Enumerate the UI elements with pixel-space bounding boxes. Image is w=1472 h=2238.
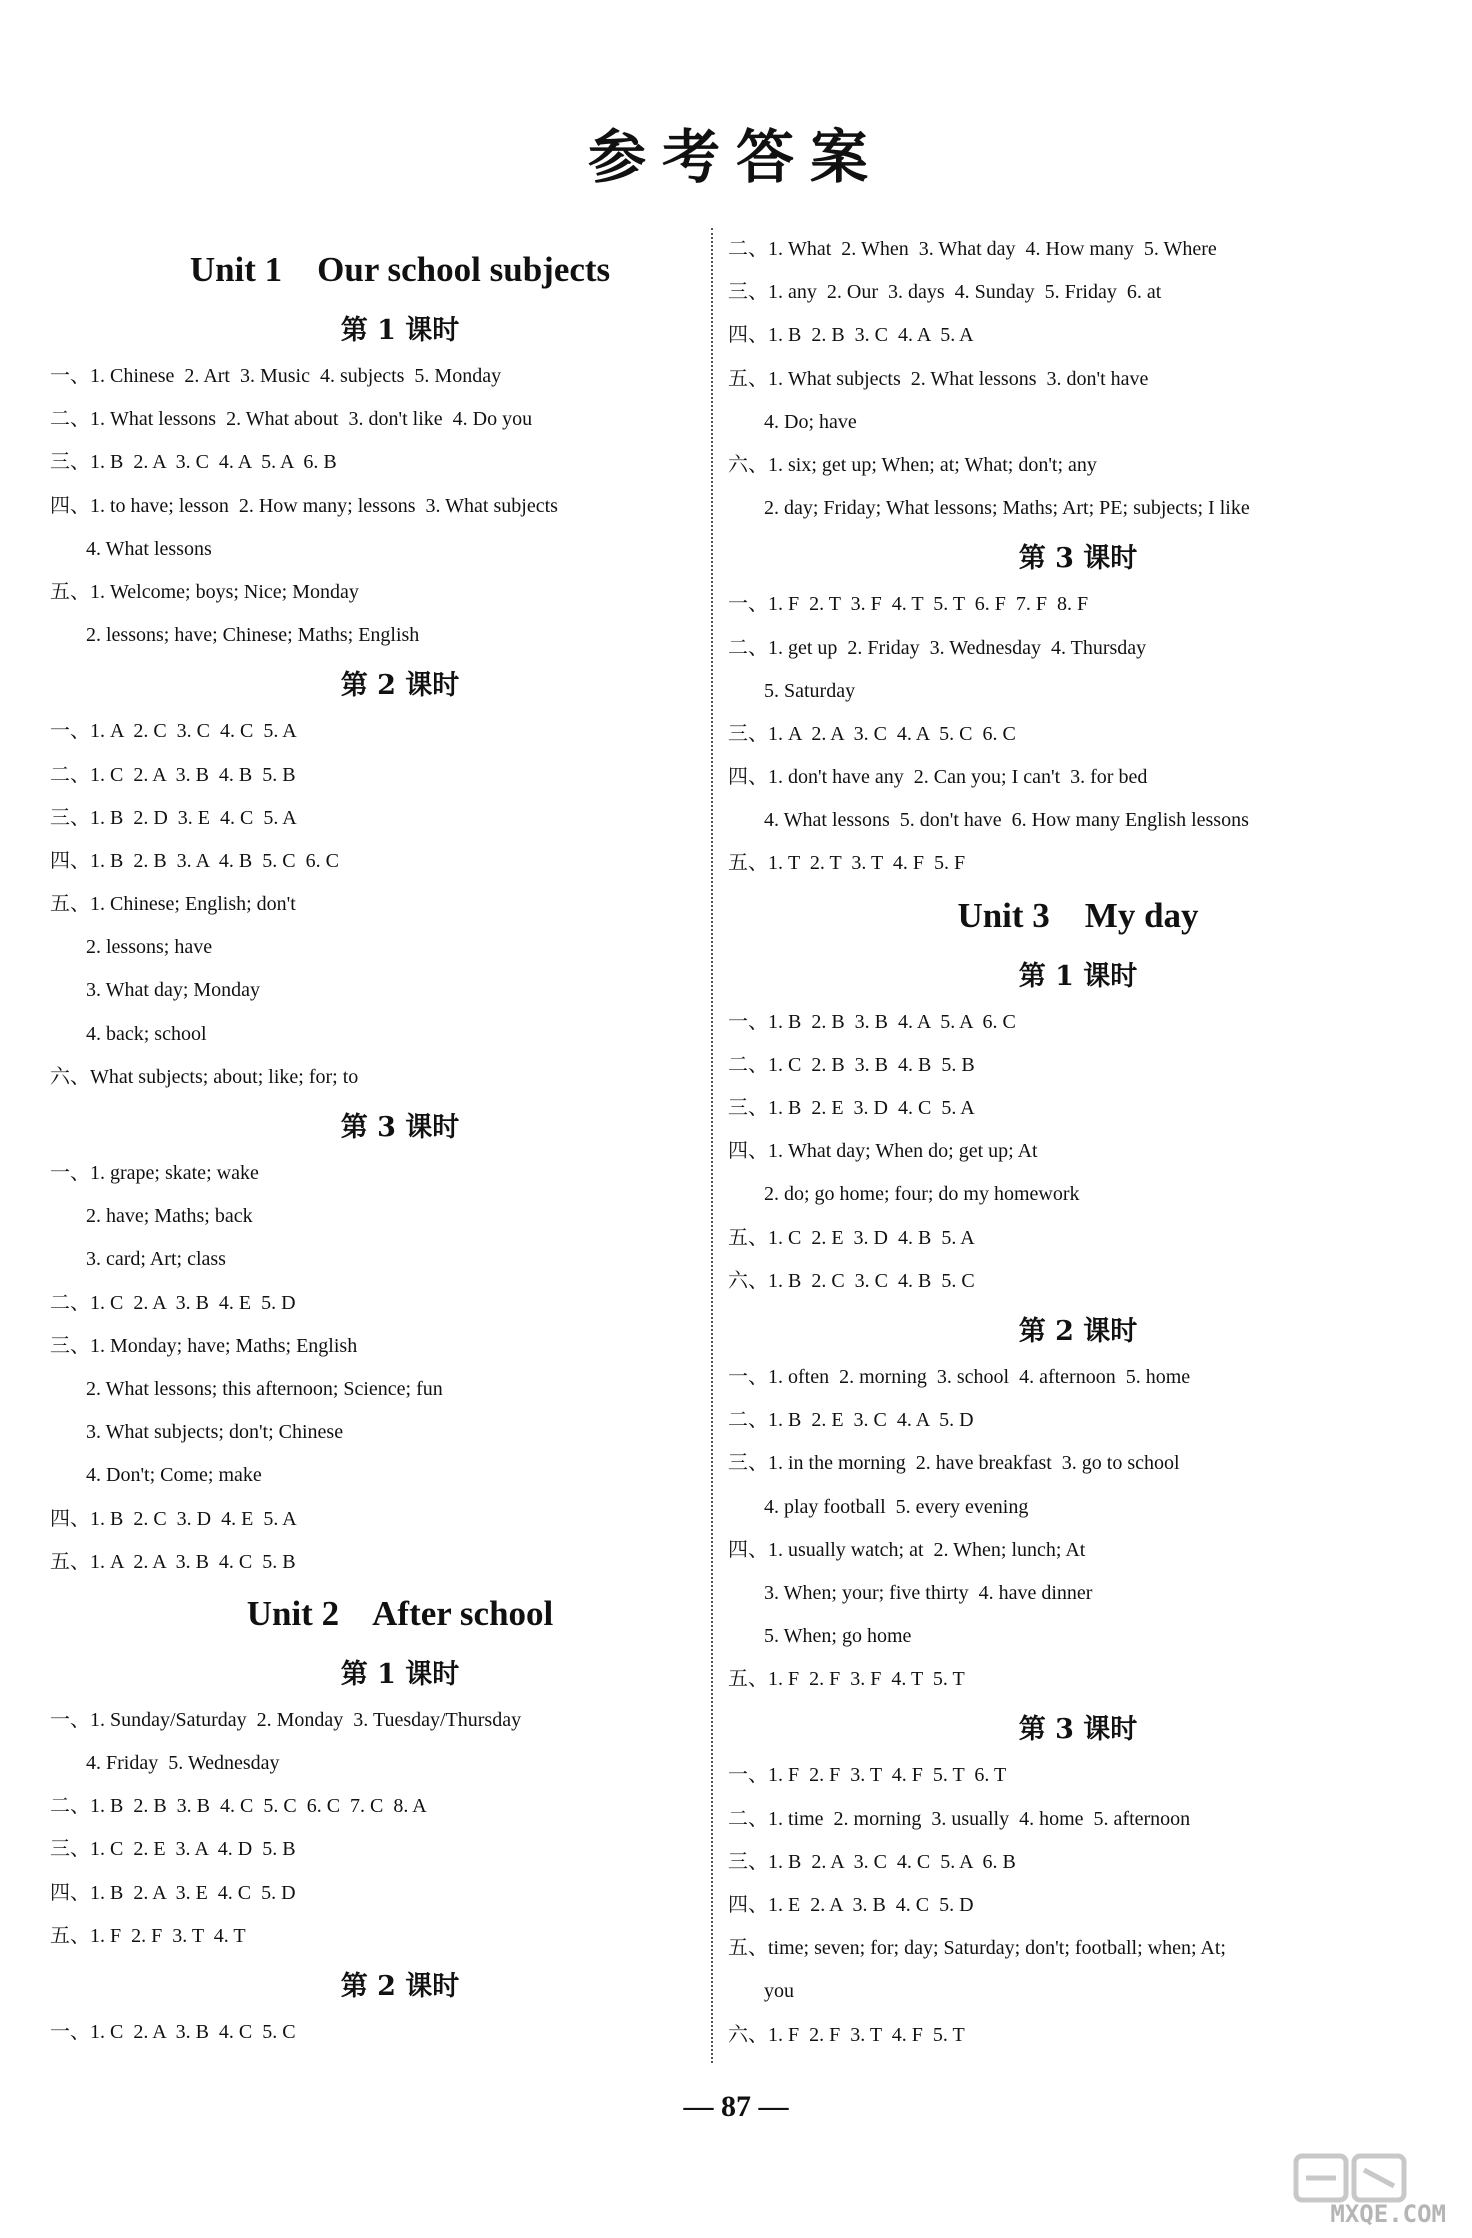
answer-line: 二、1. B 2. B 3. B 4. C 5. C 6. C 7. C 8. A xyxy=(50,1795,427,1818)
answer-line: 2. do; go home; four; do my homework xyxy=(764,1183,1080,1206)
answer-line: 3. When; your; five thirty 4. have dinner xyxy=(764,1581,1093,1604)
answer-line: 4. play football 5. every evening xyxy=(764,1495,1029,1518)
lesson-heading: 第 2 课时 xyxy=(340,1971,460,2002)
answer-line: 五、1. Chinese; English; don't xyxy=(50,893,296,916)
answer-line: 一、1. F 2. F 3. T 4. F 5. T 6. T xyxy=(728,1764,1007,1787)
lesson-heading: 第 2 课时 xyxy=(1018,1315,1138,1347)
answer-line: 四、1. B 2. B 3. C 4. A 5. A xyxy=(728,324,974,347)
lesson-heading: 第 2 课时 xyxy=(340,670,460,702)
answer-line: 四、1. B 2. A 3. E 4. C 5. D xyxy=(50,1881,296,1904)
answer-line: 一、1. F 2. T 3. F 4. T 5. T 6. F 7. F 8. F xyxy=(728,593,1089,616)
unit-heading: Unit 3 My day xyxy=(957,895,1199,935)
answer-line: you xyxy=(764,1980,794,2003)
answer-line: 三、1. any 2. Our 3. days 4. Sunday 5. Friday 6. at xyxy=(728,281,1162,304)
answer-line: 一、1. Sunday/Saturday 2. Monday 3. Tuesday/Thursday xyxy=(50,1708,522,1731)
answer-line: 三、1. in the morning 2. have breakfast 3. go to school xyxy=(728,1452,1180,1475)
answer-line: 二、1. What 2. When 3. What day 4. How many 5. Where xyxy=(728,238,1217,260)
answer-line: 二、1. time 2. morning 3. usually 4. home 5. afternoon xyxy=(728,1807,1191,1830)
unit-heading: Unit 2 After school xyxy=(246,1593,554,1633)
answer-line: 五、1. F 2. F 3. F 4. T 5. T xyxy=(728,1668,965,1691)
answer-line: 二、1. C 2. A 3. B 4. B 5. B xyxy=(50,763,296,786)
answer-line: 四、1. What day; When do; get up; At xyxy=(728,1140,1038,1163)
lesson-heading: 第 3 课时 xyxy=(1018,1714,1138,1746)
answer-line: 三、1. A 2. A 3. C 4. A 5. C 6. C xyxy=(728,722,1016,745)
answer-line: 四、1. B 2. C 3. D 4. E 5. A xyxy=(50,1507,297,1530)
answer-line: 一、1. B 2. B 3. B 4. A 5. A 6. C xyxy=(728,1010,1016,1033)
answer-line: 一、1. C 2. A 3. B 4. C 5. C xyxy=(50,2021,296,2043)
lesson-heading: 第 1 课时 xyxy=(340,1658,460,1690)
lesson-heading: 第 3 课时 xyxy=(340,1112,460,1143)
answer-line: 4. What lessons 5. don't have 6. How many English lessons xyxy=(764,809,1249,832)
answer-line: 4. Friday 5. Wednesday xyxy=(86,1752,280,1775)
answer-line: 4. back; school xyxy=(86,1022,207,1045)
right-answer-column xyxy=(728,228,1428,2057)
answer-line: 一、1. grape; skate; wake xyxy=(50,1162,259,1184)
answer-line: 2. lessons; have; Chinese; Maths; English xyxy=(86,624,420,647)
answer-line: 2. have; Maths; back xyxy=(86,1205,253,1228)
unit-heading: Unit 1 Our school subjects xyxy=(189,250,611,289)
answer-line: 3. What subjects; don't; Chinese xyxy=(86,1421,344,1444)
answer-line: 五、1. T 2. T 3. T 4. F 5. F xyxy=(728,852,966,875)
answer-line: 五、1. A 2. A 3. B 4. C 5. B xyxy=(50,1550,296,1573)
answer-line: 2. lessons; have xyxy=(86,936,213,959)
watermark-text: MXQE.COM xyxy=(1330,2200,1446,2228)
answer-line: 六、1. F 2. F 3. T 4. F 5. T xyxy=(728,2023,965,2046)
answer-line: 一、1. A 2. C 3. C 4. C 5. A xyxy=(50,720,297,743)
watermark-logo xyxy=(1222,2150,1452,2230)
answer-line: 四、1. B 2. B 3. A 4. B 5. C 6. C xyxy=(50,849,339,872)
answer-line: 三、1. Monday; have; Maths; English xyxy=(50,1334,358,1357)
answer-line: 二、1. C 2. A 3. B 4. E 5. D xyxy=(50,1291,296,1314)
answer-line: 五、1. F 2. F 3. T 4. T xyxy=(50,1924,246,1947)
answer-line: 4. Don't; Come; make xyxy=(86,1464,262,1487)
lesson-heading: 第 1 课时 xyxy=(1018,960,1138,992)
answer-line: 三、1. C 2. E 3. A 4. D 5. B xyxy=(50,1838,296,1861)
answer-line: 四、1. E 2. A 3. B 4. C 5. D xyxy=(728,1894,974,1916)
page-number: — 87 — xyxy=(683,2090,789,2123)
answer-line: 一、1. often 2. morning 3. school 4. afternoon 5. home xyxy=(728,1365,1191,1388)
page-title: 参考答案 xyxy=(587,123,884,191)
answer-line: 五、1. C 2. E 3. D 4. B 5. A xyxy=(728,1226,975,1249)
answer-line: 三、1. B 2. D 3. E 4. C 5. A xyxy=(50,806,297,829)
lesson-heading: 第 1 课时 xyxy=(340,315,460,346)
lesson-heading: 第 3 课时 xyxy=(1018,543,1138,575)
answer-line: 2. What lessons; this afternoon; Science; fun xyxy=(86,1377,443,1400)
answer-line: 4. What lessons xyxy=(86,537,212,560)
answer-line: 5. When; go home xyxy=(764,1625,912,1648)
answer-line: 一、1. Chinese 2. Art 3. Music 4. subjects 5. Monday xyxy=(50,365,502,387)
answer-line: 六、1. B 2. C 3. C 4. B 5. C xyxy=(728,1269,975,1292)
answer-line: 六、What subjects; about; like; for; to xyxy=(50,1065,359,1088)
answer-line: 三、1. B 2. A 3. C 4. C 5. A 6. B xyxy=(728,1850,1016,1873)
answer-line: 二、1. B 2. E 3. C 4. A 5. D xyxy=(728,1409,974,1432)
answer-line: 三、1. B 2. E 3. D 4. C 5. A xyxy=(728,1097,975,1119)
answer-line: 5. Saturday xyxy=(764,679,856,702)
answer-line: 四、1. usually watch; at 2. When; lunch; At xyxy=(728,1538,1086,1561)
answer-line: 四、1. don't have any 2. Can you; I can't 3. for bed xyxy=(728,766,1148,789)
column-divider xyxy=(711,228,713,2063)
answer-line: 六、1. six; get up; When; at; What; don't; any xyxy=(728,453,1097,476)
answer-line: 二、1. What lessons 2. What about 3. don't like 4. Do you xyxy=(50,408,533,431)
answer-line: 4. Do; have xyxy=(764,410,857,433)
answer-line: 五、1. Welcome; boys; Nice; Monday xyxy=(50,580,359,603)
answer-line: 五、time; seven; for; day; Saturday; don't; football; when; At; xyxy=(728,1937,1226,1960)
answer-line: 四、1. to have; lesson 2. How many; lessons 3. What subjects xyxy=(50,494,558,517)
left-answer-column xyxy=(50,240,750,2054)
answer-line: 3. What day; Monday xyxy=(86,979,261,1002)
answer-line: 五、1. What subjects 2. What lessons 3. don't have xyxy=(728,367,1149,390)
answer-line: 二、1. get up 2. Friday 3. Wednesday 4. Thursday xyxy=(728,636,1147,659)
answer-line: 三、1. B 2. A 3. C 4. A 5. A 6. B xyxy=(50,451,337,474)
answer-line: 二、1. C 2. B 3. B 4. B 5. B xyxy=(728,1053,975,1076)
answer-line: 2. day; Friday; What lessons; Maths; Art; PE; subjects; I like xyxy=(764,497,1250,520)
answer-line: 3. card; Art; class xyxy=(86,1248,226,1271)
